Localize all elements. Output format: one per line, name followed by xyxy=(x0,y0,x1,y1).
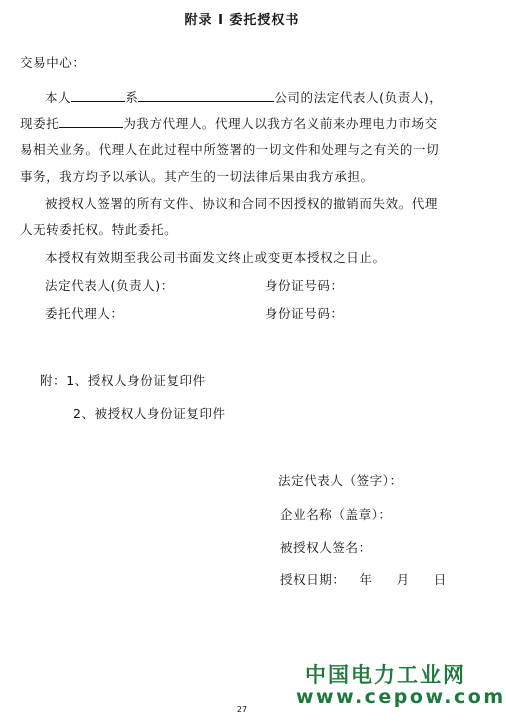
month-label: 月 xyxy=(396,572,410,587)
validity-paragraph: 本授权有效期至我公司书面发文终止或变更本授权之日止。 xyxy=(45,250,386,265)
company-name-blank xyxy=(138,89,274,102)
legal-rep-label: 法定代表人(负责人)： xyxy=(45,278,174,293)
paragraph1-line1 xyxy=(45,89,442,106)
relation-label: 系 xyxy=(125,90,139,105)
agent-role-text: 为我方代理人。代理人以我方名义前来办理电力市场交 xyxy=(123,116,438,131)
principal-name-blank xyxy=(71,89,125,102)
watermark-url: www.cepow.com xyxy=(296,686,506,708)
agent-name-blank xyxy=(59,115,123,128)
attachment-item-2: 2、被授权人身份证复印件 xyxy=(73,406,226,421)
entrust-label: 现委托 xyxy=(20,116,60,131)
agent-label: 委托代理人： xyxy=(45,306,124,321)
page-title: 附录 I 委托授权书 xyxy=(184,13,300,28)
page-number: 27 xyxy=(236,705,248,714)
date-label: 授权日期： xyxy=(280,572,346,587)
paragraph2-line2: 人无转委托权。特此委托。 xyxy=(20,222,178,237)
authorization-date-row xyxy=(280,572,447,588)
paragraph2-line1: 被授权人签署的所有文件、协议和合同不因授权的撤销而失效。代理 xyxy=(45,196,439,211)
legal-rep-text: 公司的法定代表人(负责人)， xyxy=(274,90,443,105)
agent-id-label: 身份证号码： xyxy=(265,306,344,321)
paragraph1-line4: 事务，我方均予以承认。其产生的一切法律后果由我方承担。 xyxy=(20,169,374,184)
authorized-signature-label: 被授权人签名： xyxy=(280,540,372,555)
paragraph1-line3: 易相关业务。代理人在此过程中所签署的一切文件和处理与之有关的一切 xyxy=(20,142,440,157)
day-label: 日 xyxy=(433,572,447,587)
principal-label: 本人 xyxy=(45,90,72,105)
legal-rep-id-label: 身份证号码： xyxy=(265,278,344,293)
company-seal-label: 企业名称（盖章）： xyxy=(280,507,392,522)
year-label: 年 xyxy=(359,572,373,587)
paragraph1-line2 xyxy=(20,115,438,132)
legal-rep-signature-label: 法定代表人（签字）： xyxy=(278,473,403,488)
addressee: 交易中心： xyxy=(20,55,86,70)
watermark-logo-text: 中国电力工业网 xyxy=(305,663,466,687)
attachment-item-1: 附：1、授权人身份证复印件 xyxy=(40,373,206,388)
